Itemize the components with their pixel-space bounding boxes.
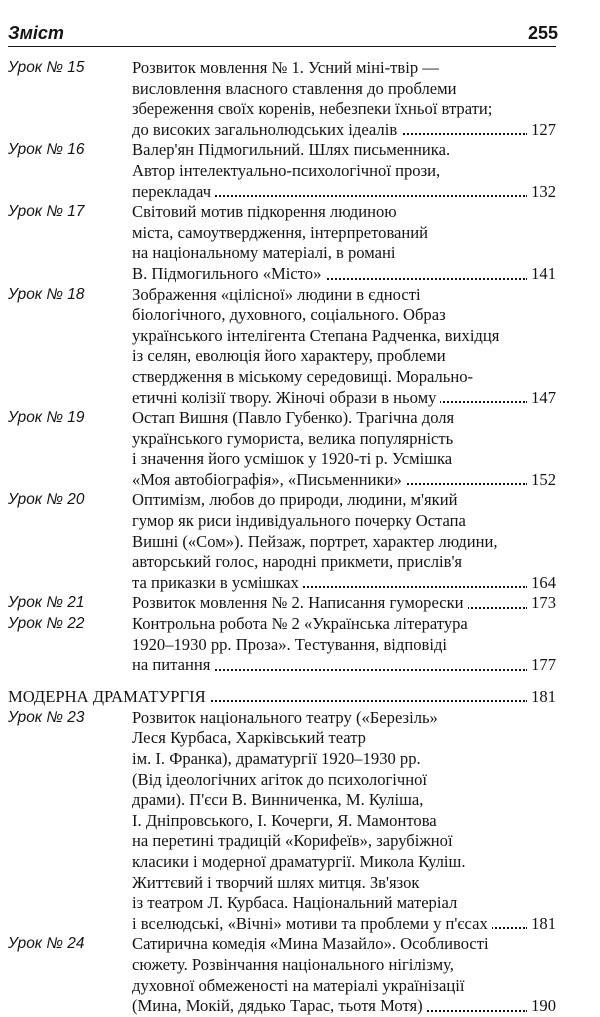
description-line: перекладач [132, 182, 215, 201]
page-ref: 164 [527, 573, 556, 594]
page-ref: 152 [527, 470, 556, 491]
toc-group-1 [8, 58, 556, 676]
description-line: Світовий мотив підкорення людиною [132, 202, 397, 222]
description-line: драми). П'єси В. Винниченка, М. Куліша, [132, 790, 424, 810]
description-line: на перетині традицій «Корифеїв», зарубіжної [132, 831, 453, 851]
lesson-label: Урок № 17 [8, 203, 85, 221]
description-line: Розвиток мовлення № 2. Написання гуморески [132, 593, 468, 612]
toc-entry [8, 593, 556, 614]
description-line: Сатирична комедія «Мина Мазайло». Особливості [132, 934, 489, 954]
description-line: до високих загальнолюдських ідеалів [132, 120, 401, 139]
lesson-label: Урок № 24 [8, 935, 85, 953]
description-line: Валер'ян Підмогильний. Шлях письменника. [132, 140, 451, 160]
description-line: «Моя автобіографія», «Письменники» [132, 470, 406, 489]
lesson-description [132, 408, 556, 490]
description-line: сюжету. Розвінчання національного нігілізму, [132, 954, 454, 974]
description-last-line [132, 388, 556, 409]
page-ref: 141 [527, 264, 556, 285]
page-ref: 127 [527, 120, 556, 141]
section-title: Зміст [8, 23, 64, 43]
lesson-label: Урок № 21 [8, 594, 85, 612]
lesson-description [132, 490, 556, 593]
description-line: духовної обмеженості на матеріалі українізації [132, 975, 465, 995]
description-line: на національному матеріалі, в романі [132, 243, 396, 263]
description-line: та приказки в усмішках [132, 573, 303, 592]
description-last-line [132, 655, 556, 676]
toc-entry [8, 934, 556, 1016]
toc-group-2 [8, 708, 556, 1017]
lesson-description [132, 58, 556, 140]
description-line: (Мина, Мокій, дядько Тарас, тьотя Мотя) [132, 996, 427, 1015]
toc-entry [8, 708, 556, 935]
description-line: міста, самоутвердження, інтерпретований [132, 222, 429, 242]
description-line: висловлення власного ставлення до проблеми [132, 78, 457, 98]
description-last-line [132, 470, 556, 491]
description-last-line [132, 573, 556, 594]
description-line: авторський голос, народні прикмети, прислів'я [132, 552, 463, 572]
lesson-description [132, 934, 556, 1016]
toc-section-heading [8, 686, 556, 708]
section-heading-title: МОДЕРНА ДРАМАТУРГІЯ [8, 687, 210, 706]
description-line: 1920–1930 рр. Проза». Тестування, відповіді [132, 634, 448, 654]
description-line: Оптимізм, любов до природи, людини, м'який [132, 490, 458, 510]
lesson-label: Урок № 15 [8, 59, 85, 76]
toc-entry [8, 614, 556, 676]
lesson-label: Урок № 20 [8, 491, 85, 509]
toc-entry [8, 202, 556, 284]
description-line: Зображення «цілісної» людини в єдності [132, 284, 421, 304]
description-line: Контрольна робота № 2 «Українська література [132, 614, 468, 634]
description-line: ім. І. Франка), драматургії 1920–1930 рр. [132, 749, 421, 768]
description-line: гумор як риси індивідуального почерку Остапа [132, 511, 466, 531]
table-of-contents [8, 58, 556, 1017]
description-line: на питання [132, 655, 214, 674]
page-ref: 177 [527, 655, 556, 676]
description-line: Остап Вишня (Павло Губенко). Трагічна доля [132, 408, 455, 428]
page-ref: 190 [527, 996, 556, 1017]
description-line: Розвиток мовлення № 1. Усний міні-твір — [132, 58, 439, 77]
page-header [8, 22, 556, 47]
toc-entry [8, 408, 556, 490]
page-ref: 132 [527, 182, 556, 203]
description-line: і значення його усмішок у 1920-ті р. Усмішка [132, 449, 453, 469]
page-ref: 181 [527, 914, 556, 935]
description-line: В. Підмогильного «Місто» [132, 264, 325, 283]
description-last-line [132, 996, 556, 1017]
description-line: ствердження в міському середовищі. Морально- [132, 366, 474, 386]
lesson-label: Урок № 18 [8, 285, 85, 303]
description-line: Життєвий і творчий шлях митця. Зв'язок [132, 872, 420, 892]
description-last-line [132, 182, 556, 203]
lesson-description [132, 593, 556, 614]
lesson-label: Урок № 19 [8, 409, 85, 427]
description-line: і вселюдські, «Вічні» мотиви та проблеми у п'єсах [132, 914, 492, 933]
description-line: класики і модерної драматургії. Микола Куліш. [132, 851, 466, 871]
toc-entry [8, 490, 556, 593]
description-line: українського гумориста, велика популярність [132, 428, 454, 448]
lesson-label: Урок № 16 [8, 141, 85, 159]
description-line: біологічного, духовного, соціального. Образ [132, 305, 446, 325]
toc-entry [8, 140, 556, 202]
lesson-label: Урок № 22 [8, 615, 85, 633]
description-last-line [132, 120, 556, 141]
description-line: етичні колізії твору. Жіночі образи в ньому [132, 388, 440, 407]
description-line: українського інтелігента Степана Радченка, вихідця [132, 325, 500, 345]
description-line: І. Дніпровського, І. Кочерги, Я. Мамонтова [132, 810, 437, 830]
section-heading-page: 181 [527, 686, 556, 708]
description-line: Розвиток національного театру («Березіль» [132, 707, 438, 727]
lesson-description [132, 708, 556, 935]
lesson-label: Урок № 23 [8, 708, 85, 726]
description-line: із селян, еволюція його характеру, проблеми [132, 346, 446, 366]
description-line: збереження своїх коренів, небезпеки їхньої втрати; [132, 99, 493, 119]
description-line: Автор інтелектуально-психологічної прози, [132, 160, 441, 180]
page-ref: 147 [527, 388, 556, 409]
lesson-description [132, 614, 556, 676]
description-line: із театром Л. Курбаса. Національний матеріал [132, 893, 458, 913]
description-last-line [132, 264, 556, 285]
lesson-description [132, 202, 556, 284]
lesson-description [132, 285, 556, 409]
description-last-line [132, 593, 556, 614]
toc-entry [8, 285, 556, 409]
description-last-line [132, 914, 556, 935]
page-number: 255 [527, 23, 558, 43]
lesson-description [132, 140, 556, 202]
page-ref: 173 [527, 593, 556, 614]
description-line: Леся Курбаса, Харківський театр [132, 728, 366, 748]
description-line: (Від ідеологічних агіток до психологічної [132, 769, 428, 789]
description-line: Вишні («Сом»). Пейзаж, портрет, характер людини, [132, 531, 498, 551]
toc-entry [8, 58, 556, 140]
